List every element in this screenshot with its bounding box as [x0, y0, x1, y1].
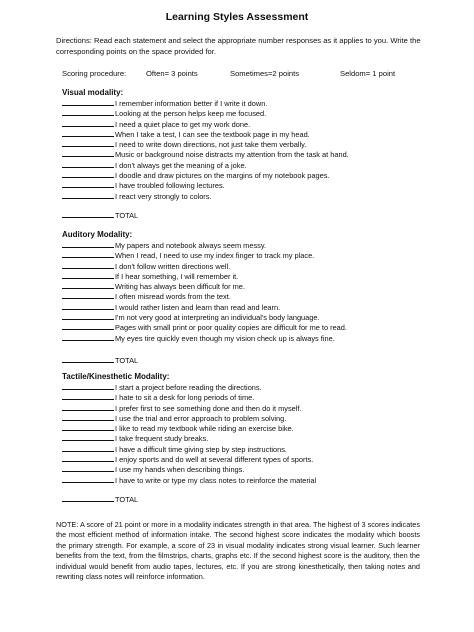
item-text: I use my hands when describing things. [115, 465, 245, 475]
list-item [62, 444, 422, 454]
list-item [62, 160, 422, 170]
total-blank[interactable] [62, 210, 114, 218]
list-item [62, 108, 422, 118]
item-text: I would rather listen and learn than read and learn. [115, 302, 281, 312]
answer-blank[interactable] [62, 464, 114, 472]
answer-blank[interactable] [62, 191, 114, 199]
answer-blank[interactable] [62, 382, 114, 390]
list-item [62, 322, 422, 332]
answer-blank[interactable] [62, 423, 114, 431]
list-item [62, 119, 422, 129]
answer-blank[interactable] [62, 475, 114, 483]
answer-blank[interactable] [62, 312, 114, 320]
item-text: I doodle and draw pictures on the margins of my notebook pages. [115, 171, 330, 181]
list-item [62, 139, 422, 149]
list-item [62, 170, 422, 180]
answer-blank[interactable] [62, 302, 114, 310]
answer-blank[interactable] [62, 240, 114, 248]
list-item [62, 261, 422, 271]
visual-section-title: Visual modality: [62, 88, 124, 97]
answer-blank[interactable] [62, 433, 114, 441]
total-label: TOTAL [115, 495, 139, 504]
answer-blank[interactable] [62, 413, 114, 421]
list-item [62, 382, 422, 392]
total-blank[interactable] [62, 355, 114, 363]
auditory-items-list [62, 240, 422, 343]
list-item [62, 423, 422, 433]
list-item [62, 240, 422, 250]
item-text: Writing has always been difficult for me. [115, 282, 245, 292]
answer-blank[interactable] [62, 322, 114, 330]
item-text: I have a difficult time giving step by step instructions. [115, 444, 287, 454]
answer-blank[interactable] [62, 139, 114, 147]
item-text: I like to read my textbook while riding an exercise bike. [115, 424, 294, 434]
note-paragraph: NOTE: A score of 21 point or more in a modality indicates strength in that area. The highest of 3 scores indicates the most efficient method of information intake. The second highest score indicates the modality which boosts the primary strength. For example, a score of 23 in visual modality indicates strong visual learner. Such learner benefits from the text, from the filmstrips, charts, graphs etc. If the second highest score is the auditory, then the individual would benefit from audio tapes, lectures, etc. If you are strong kinesthetically, then taking notes and rewriting class notes will reinforce information. [56, 520, 420, 582]
item-text: I remember information better if I write it down. [115, 99, 268, 108]
answer-blank[interactable] [62, 444, 114, 452]
answer-blank[interactable] [62, 119, 114, 127]
answer-blank[interactable] [62, 108, 114, 116]
total-label: TOTAL [115, 211, 139, 220]
item-text: My papers and notebook always seem messy. [115, 241, 267, 250]
page-title: Learning Styles Assessment [165, 11, 309, 23]
item-text: I have to write or type my class notes to reinforce the material [115, 475, 317, 485]
list-item [62, 281, 422, 291]
answer-blank[interactable] [62, 180, 114, 188]
total-blank[interactable] [62, 494, 114, 502]
list-item [62, 98, 422, 108]
list-item [62, 302, 422, 312]
list-item [62, 180, 422, 190]
list-item [62, 291, 422, 301]
list-item [62, 433, 422, 443]
answer-blank[interactable] [62, 170, 114, 178]
item-text: I hate to sit a desk for long periods of time. [115, 393, 255, 403]
answer-blank[interactable] [62, 291, 114, 299]
visual-items-list [62, 98, 422, 201]
tactile-section-title: Tactile/Kinesthetic Modality: [62, 372, 170, 381]
visual-total-row [62, 210, 138, 220]
item-text: I use the trial and error approach to problem solving. [115, 413, 287, 423]
list-item [62, 312, 422, 322]
scoring-label: Scoring procedure: [62, 69, 127, 78]
list-item [62, 149, 422, 159]
list-item [62, 271, 422, 281]
list-item [62, 250, 422, 260]
answer-blank[interactable] [62, 250, 114, 258]
list-item [62, 191, 422, 201]
answer-blank[interactable] [62, 129, 114, 137]
item-text: I enjoy sports and do well at several different types of sports. [115, 455, 314, 465]
auditory-section-title: Auditory Modality: [62, 230, 133, 239]
item-text: I take frequent study breaks. [115, 434, 209, 444]
scoring-seldom: Seldom= 1 point [340, 69, 396, 78]
answer-blank[interactable] [62, 392, 114, 400]
item-text: Music or background noise distracts my attention from the task at hand. [115, 150, 349, 160]
item-text: My eyes tire quickly even though my vision check up is always fine. [115, 333, 335, 343]
answer-blank[interactable] [62, 271, 114, 279]
item-text: If I hear something, I will remember it. [115, 271, 239, 281]
item-text: I don't always get the meaning of a joke. [115, 160, 247, 170]
item-text: I prefer first to see something done and then do it myself. [115, 403, 302, 413]
answer-blank[interactable] [62, 403, 114, 411]
list-item [62, 464, 422, 474]
tactile-items-list [62, 382, 422, 485]
tactile-total-row [62, 494, 138, 504]
list-item [62, 454, 422, 464]
item-text: When I take a test, I can see the textbook page in my head. [115, 129, 310, 139]
total-label: TOTAL [115, 356, 139, 365]
directions-text: Directions: Read each statement and select the appropriate number responses as it applies to you. Write the corresponding points on the space provided for. [56, 36, 421, 56]
item-text: I don't follow written directions well. [115, 261, 231, 271]
item-text: When I read, I need to use my index finger to track my place. [115, 251, 315, 261]
item-text: I react very strongly to colors. [115, 191, 212, 201]
answer-blank[interactable] [62, 454, 114, 462]
answer-blank[interactable] [62, 333, 114, 341]
scoring-procedure [0, 69, 474, 80]
item-text: Pages with small print or poor quality copies are difficult for me to read. [115, 323, 347, 333]
item-text: I have troubled following lectures. [115, 181, 225, 191]
list-item [62, 403, 422, 413]
item-text: I'm not very good at interpreting an individual's body language. [115, 313, 320, 323]
item-text: I often misread words from the text. [115, 292, 231, 302]
list-item [62, 392, 422, 402]
list-item [62, 129, 422, 139]
scoring-often: Often= 3 points [146, 69, 198, 78]
answer-blank[interactable] [62, 160, 114, 168]
list-item [62, 333, 422, 343]
answer-blank[interactable] [62, 149, 114, 157]
item-text: I need to write down directions, not just take them verbally. [115, 140, 307, 150]
list-item [62, 413, 422, 423]
auditory-total-row [62, 355, 138, 365]
item-text: I need a quiet place to get my work done. [115, 119, 251, 129]
answer-blank[interactable] [62, 281, 114, 289]
item-text: Looking at the person helps keep me focused. [115, 109, 267, 119]
item-text: I start a project before reading the directions. [115, 383, 262, 392]
answer-blank[interactable] [62, 261, 114, 269]
answer-blank[interactable] [62, 98, 114, 106]
scoring-sometimes: Sometimes=2 points [230, 69, 300, 78]
list-item [62, 475, 422, 485]
